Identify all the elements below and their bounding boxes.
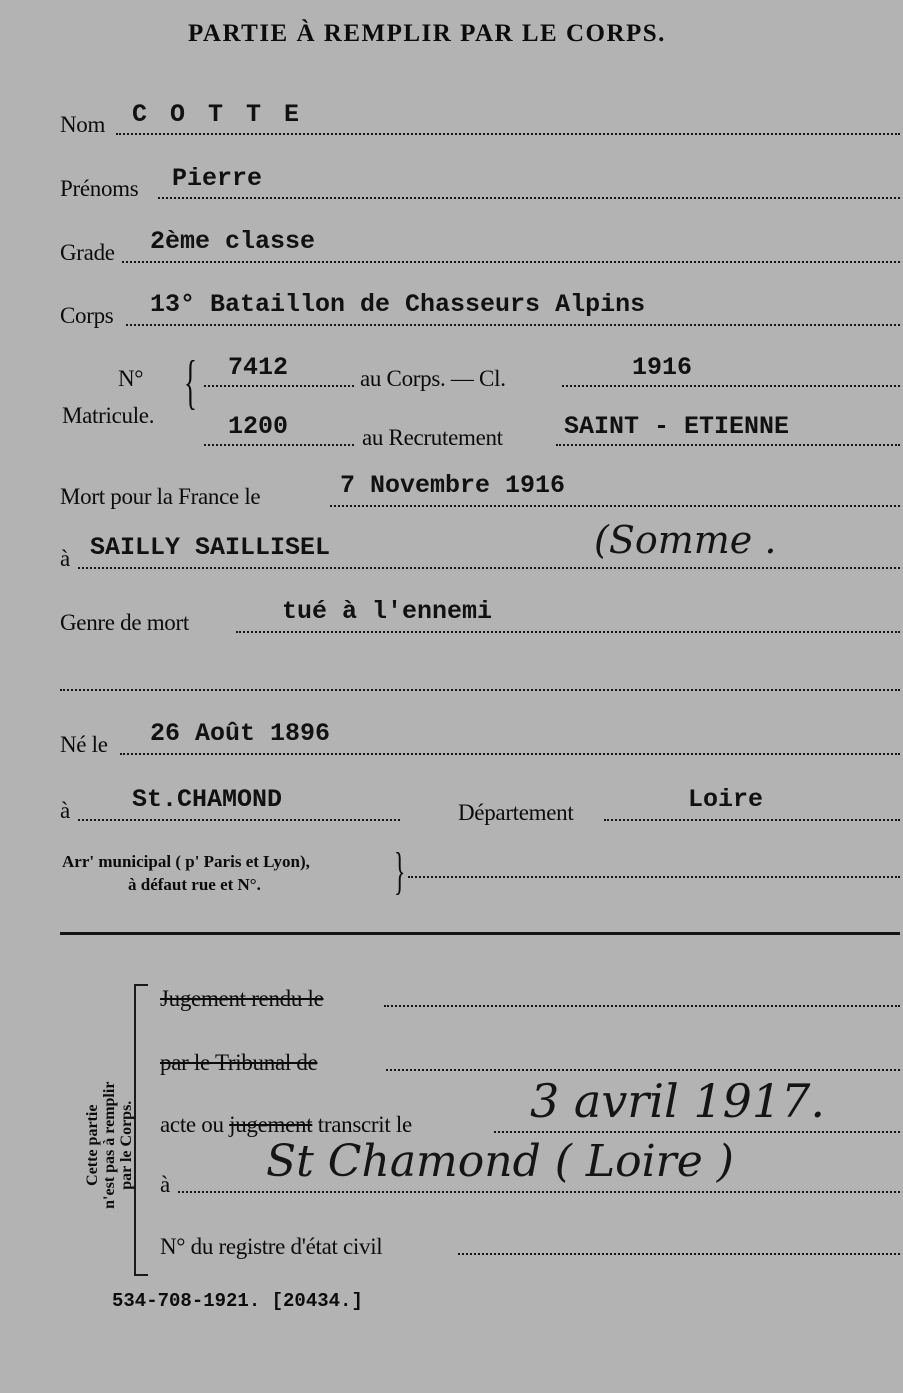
- grade-label: Grade: [60, 240, 115, 265]
- grade-line: [122, 261, 900, 263]
- side-note-line-2: n'est pas à remplir: [100, 1081, 118, 1209]
- genre-extra-line: [60, 689, 900, 691]
- recrutement-number-value: 1200: [228, 412, 289, 441]
- tribunal-line: [386, 1069, 900, 1071]
- transcription-lieu-line: [178, 1191, 900, 1193]
- tribunal-label: par le Tribunal de: [160, 1050, 318, 1075]
- side-note-line-3: par le Corps.: [117, 1100, 135, 1190]
- nom-line: [116, 133, 900, 135]
- lieu-mort-line: [78, 567, 900, 569]
- arrondissement-label-2: à défaut rue et N°.: [128, 875, 261, 894]
- matricule-brace: {: [184, 349, 197, 415]
- jugement-label: Jugement rendu le: [160, 986, 324, 1011]
- ne-label: Né le: [60, 732, 108, 757]
- genre-label: Genre de mort: [60, 610, 189, 635]
- corps-value: 13° Bataillon de Chasseurs Alpins: [150, 290, 646, 319]
- genre-value: tué à l'ennemi: [282, 597, 493, 626]
- lieu-naissance-label: à: [60, 798, 70, 823]
- lieu-mort-label: à: [60, 546, 70, 571]
- jugement-line: [384, 1005, 900, 1007]
- prenoms-label: Prénoms: [60, 176, 139, 201]
- matricule-no-label: N°: [118, 366, 144, 391]
- transcription-lieu-label: à: [160, 1172, 170, 1197]
- mort-date-value: 7 Novembre 1916: [340, 471, 566, 500]
- ne-date-value: 26 Août 1896: [150, 719, 331, 748]
- au-corps-label: au Corps. — Cl.: [360, 366, 506, 391]
- corps-label: Corps: [60, 303, 114, 328]
- side-note-line-1: Cette partie: [83, 1104, 101, 1186]
- corps-number-value: 7412: [228, 353, 289, 382]
- section-separator: [60, 932, 900, 935]
- recrutement-label: au Recrutement: [362, 425, 503, 450]
- departement-value: Loire: [688, 785, 764, 814]
- lieu-naissance-line: [78, 819, 400, 821]
- genre-line: [236, 631, 900, 633]
- mort-line: [330, 505, 900, 507]
- arrondissement-line: [408, 876, 900, 878]
- registre-label: N° du registre d'état civil: [160, 1234, 383, 1259]
- ne-line: [120, 753, 900, 755]
- departement-label: Département: [458, 800, 574, 825]
- card-heading: PARTIE À REMPLIR PAR LE CORPS.: [188, 20, 666, 47]
- acte-jugement-struck: jugement: [229, 1112, 313, 1137]
- grade-value: 2ème classe: [150, 227, 316, 256]
- departement-line: [604, 819, 900, 821]
- mort-label: Mort pour la France le: [60, 484, 261, 509]
- acte-transcrit-text: transcrit le: [317, 1112, 412, 1137]
- matricule-label: Matricule.: [62, 403, 155, 428]
- prenoms-value: Pierre: [172, 164, 263, 193]
- arrondissement-label-1: Arr' municipal ( p' Paris et Lyon),: [62, 852, 310, 871]
- prenoms-line: [158, 197, 900, 199]
- recrutement-number-line: [204, 444, 354, 446]
- nom-value: C O T T E: [132, 100, 304, 129]
- acte-label-text: acte ou: [160, 1112, 224, 1137]
- lieu-mort-handwritten: (Somme .: [594, 518, 777, 562]
- registre-line: [458, 1253, 900, 1255]
- recrutement-place-value: SAINT - ETIENNE: [564, 412, 790, 441]
- transcription-lieu-handwritten: St Chamond ( Loire ): [266, 1136, 734, 1187]
- corps-number-line: [204, 385, 354, 387]
- recrutement-place-line: [556, 444, 900, 446]
- lieu-naissance-place: St.CHAMOND: [132, 785, 283, 814]
- acte-handwritten-date: 3 avril 1917.: [530, 1074, 826, 1128]
- acte-label: [160, 1112, 412, 1138]
- acte-line: [494, 1131, 900, 1133]
- lieu-mort-place: SAILLY SAILLISEL: [90, 533, 331, 562]
- corps-line: [126, 324, 900, 326]
- lower-section-bracket: [134, 984, 148, 1276]
- nom-label: Nom: [60, 112, 106, 137]
- classe-line: [562, 385, 900, 387]
- classe-value: 1916: [632, 353, 693, 382]
- arrondissement-brace: }: [394, 843, 406, 900]
- print-reference: 534-708-1921. [20434.]: [112, 1290, 363, 1312]
